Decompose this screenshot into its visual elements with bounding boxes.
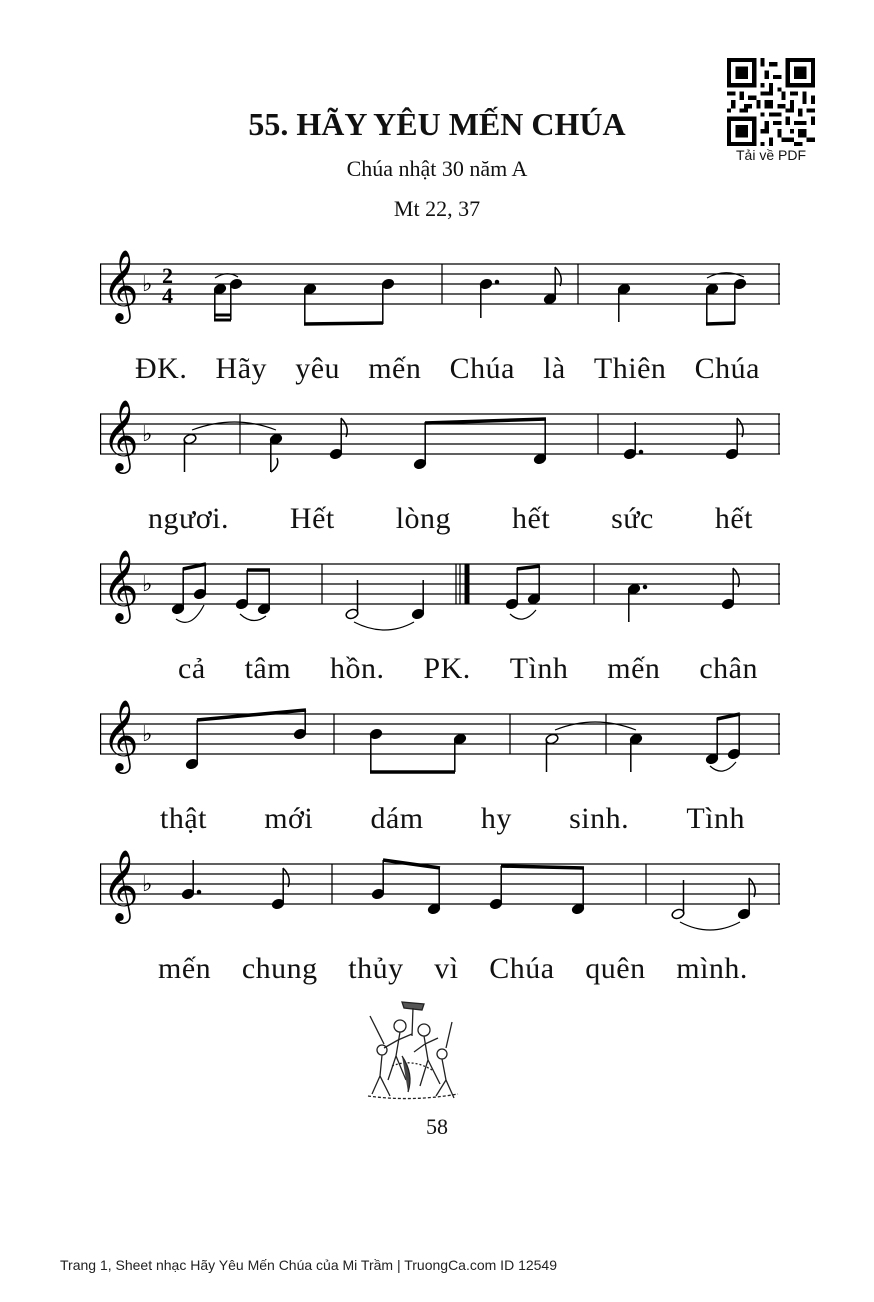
lyric-word: quên	[585, 952, 646, 985]
lyric-word: hy	[480, 802, 512, 835]
lyric-word: sinh.	[569, 802, 630, 835]
lyric-word: là	[543, 352, 566, 385]
lyric-word: Chúa	[489, 952, 555, 985]
lyric-word: mến	[607, 652, 661, 685]
decorative-illustration	[362, 996, 464, 1104]
lyric-word: Tình	[686, 802, 745, 835]
lyric-word: chung	[241, 952, 318, 985]
lyric-word: Thiên	[593, 352, 667, 385]
lyric-word: hết	[512, 502, 551, 535]
lyric-word: lòng	[395, 502, 452, 535]
lyric-word: Hãy	[215, 352, 268, 385]
lyric-word: sức	[611, 502, 654, 535]
lyric-word: cả	[178, 652, 206, 685]
lyric-word: thật	[160, 802, 207, 835]
lyric-line-1	[100, 352, 760, 386]
lyric-word: mình.	[676, 952, 748, 985]
lyric-word: yêu	[295, 352, 341, 385]
svg-text:♭: ♭	[142, 422, 153, 447]
music-staff-2	[100, 400, 780, 490]
lyric-word: hết	[714, 502, 753, 535]
lyric-word: Chúa	[449, 352, 515, 385]
lyric-word: Chúa	[694, 352, 760, 385]
song-title: 55. HÃY YÊU MẾN CHÚA	[248, 106, 626, 142]
svg-text:♭: ♭	[142, 572, 153, 597]
page-number: 58	[426, 1114, 448, 1139]
svg-text:♭: ♭	[142, 722, 153, 747]
lyric-line-2	[100, 502, 753, 536]
svg-text:𝄞: 𝄞	[102, 550, 139, 621]
svg-text:𝄞: 𝄞	[102, 250, 139, 321]
music-staff-4	[100, 700, 780, 790]
lyric-word: mến	[158, 952, 212, 985]
page-footer: Trang 1, Sheet nhạc Hãy Yêu Mến Chúa của Mi Trầm | TruongCa.com ID 12549	[60, 1257, 558, 1273]
music-staff-3	[100, 550, 780, 640]
qr-download-label[interactable]: Tải về PDF	[735, 147, 806, 163]
svg-text:𝄞: 𝄞	[102, 400, 139, 471]
lyric-word: Tình	[509, 652, 569, 685]
lyric-word: mến	[368, 352, 422, 385]
svg-text:𝄞: 𝄞	[102, 850, 139, 921]
lyric-line-3	[100, 652, 758, 686]
lyric-word: vì	[434, 952, 459, 985]
qr-code[interactable]	[727, 58, 815, 146]
scripture-reference: Mt 22, 37	[393, 196, 481, 221]
music-staff-5	[100, 850, 780, 940]
lyric-word: dám	[370, 802, 424, 835]
music-staff-1	[100, 250, 780, 340]
song-subtitle: Chúa nhật 30 năm A	[346, 156, 528, 181]
lyric-word: PK.	[423, 652, 471, 685]
lyric-word: Hết	[289, 502, 335, 535]
lyric-line-5	[100, 952, 748, 986]
svg-text:4: 4	[162, 283, 173, 308]
lyric-word: mới	[264, 802, 314, 835]
svg-text:2: 2	[162, 263, 173, 288]
lyric-word: ngươi.	[148, 502, 229, 535]
svg-text:♭: ♭	[142, 872, 153, 897]
svg-text:♭: ♭	[142, 272, 153, 297]
lyric-line-4	[100, 802, 745, 836]
lyric-word: hồn.	[329, 652, 385, 685]
lyric-word: ĐK.	[135, 352, 188, 385]
lyric-word: tâm	[244, 652, 292, 685]
lyric-word: thủy	[348, 952, 404, 985]
svg-text:𝄞: 𝄞	[102, 700, 139, 771]
lyric-word: chân	[699, 652, 758, 685]
